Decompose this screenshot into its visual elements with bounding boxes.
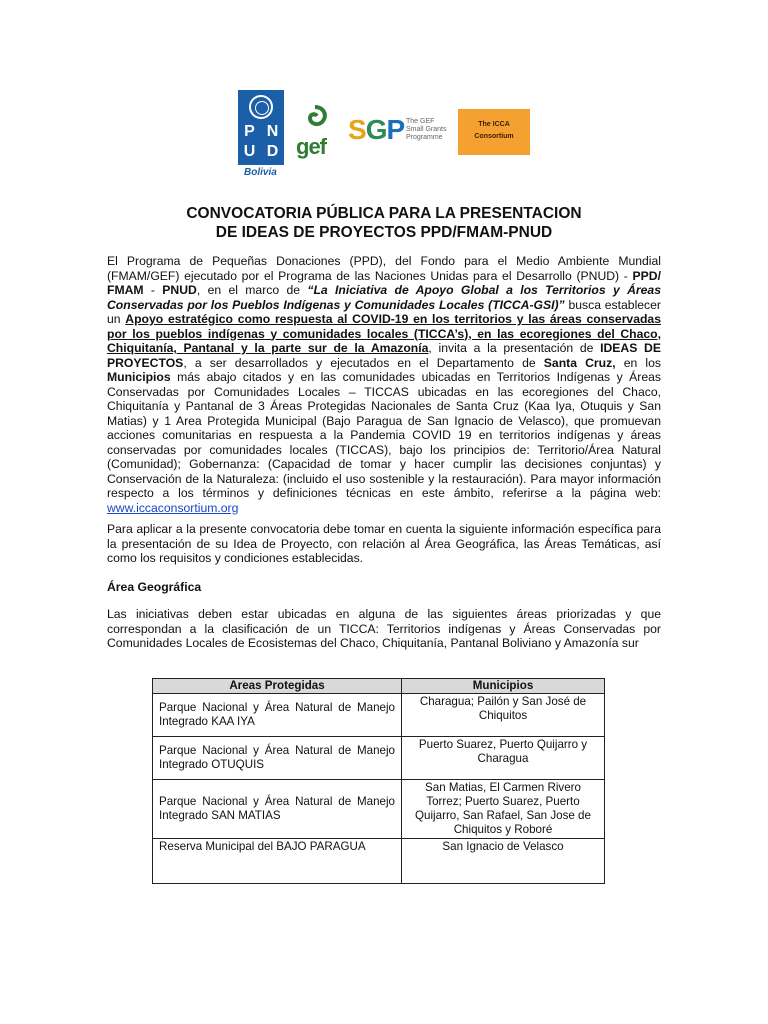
gef-swirl-icon [300,104,330,134]
header-areas: Areas Protegidas [153,679,402,694]
area-cell: Parque Nacional y Área Natural de Manejo Integrado SAN MATIAS [153,780,402,839]
area-cell: Parque Nacional y Área Natural de Manejo Integrado KAA IYA [153,694,402,737]
table-row [153,839,605,884]
undp-letters: P N U D [243,123,279,160]
protected-areas-table [152,678,605,884]
icca-website-link[interactable]: www.iccaconsortium.org [107,500,239,515]
intro-paragraph: El Programa de Pequeñas Donaciones (PPD), del Fondo para el Medio Ambiente Mundial (FMAM/GEF) ejecutado por el Programa de las Naciones Unidas para el Desarrollo (PNUD) - PPD/ FMAM - PNUD, en el marco de “La Iniciativa de Apoyo Global a los Territorios y Áreas Conservadas por los Pueblos Indígenas y Comunidades Locales (TICCA-GSI)” busca establecer un Apoyo estratégico como respuesta al COVID-19 en los territorios y las áreas conservadas por los pueblos indígenas y comunidades locales (TICCA’s), en las ecoregiones del Chaco, Chiquitanía, Pantanal y la parte sur de la Amazonía, invita a la presentación de IDEAS DE PROYECTOS, a ser desarrollados y ejecutados en el Departamento de Santa Cruz, en los Municipios más abajo citados y en las comunidades ubicadas en Territorios Indígenas y Áreas Conservadas por Comunidades Locales – TICCAS ubicadas en las ecoregiones del Chaco, Chiquitanía y Pantanal de 3 Áreas Protegidas Nacionales de Santa Cruz (Kaa Iya, Otuquis y San Matias) y 1 Area Protegida Municipal (Bajo Paragua de San Ignacio de Velasco), que promuevan acciones comunitarias en respuesta a la Pandemia COVID 19 en territorios indígenas y áreas conservadas por comunidades locales (TICCAS), bajo los principios de: Territorio/Área Natural (Comunidad); Gobernanza: (Capacidad de tomar y hacer cumplir las decisiones conjuntas) y Conservación de la Naturaleza: (incluido el uso sostenible y la restauración). Para mayor información respecto a los términos y definiciones técnicas en este ámbito, referirse a la página web: www.iccaconsortium.org [107,254,661,515]
gef-logo: gef [290,104,340,166]
sgp-wordmark: SGP [348,114,405,145]
page-title: CONVOCATORIA PÚBLICA PARA LA PRESENTACION DE IDEAS DE PROYECTOS PPD/FMAM-PNUD [186,205,582,241]
municipios-cell: San Matias, El Carmen Rivero Torrez; Puerto Suarez, Puerto Quijarro, San Rafael, San Jose de Chiquitos y Roboré [402,780,605,839]
table-row [153,694,605,737]
sgp-subtitle: The GEF Small Grants Programme [406,118,447,141]
undp-country: Bolivia [244,167,277,178]
header-municipios: Municipios [402,679,605,694]
area-cell: Parque Nacional y Área Natural de Manejo Integrado OTUQUIS [153,737,402,780]
municipios-cell: Puerto Suarez, Puerto Quijarro y Charagua [402,737,605,780]
municipios-cell: Charagua; Pailón y San José de Chiquitos [402,694,605,737]
table-row [153,780,605,839]
area-cell: Reserva Municipal del BAJO PARAGUA [153,839,402,884]
apply-paragraph: Para aplicar a la presente convocatoria debe tomar en cuenta la siguiente información específica para la presentación de su Idea de Proyecto, con relación al Área Geográfica, las Áreas Temáticas, así como los requisitos y condiciones establecidas. [107,522,661,565]
section-heading: Área Geográfica [107,580,202,594]
sgp-logo [348,114,452,154]
municipios-cell: San Ignacio de Velasco [402,839,605,884]
un-emblem-icon [249,95,273,119]
logo-bar [238,88,538,180]
area-paragraph: Las iniciativas deben estar ubicadas en alguna de las siguientes áreas priorizadas y que correspondan a la clasificación de un TICCA: Territorios indígenas y Áreas Conservadas por Comunidades Locales de Ecosistemas del Chaco, Chiquitanía, Pantanal Boliviano y Amazonía sur [107,607,661,650]
icca-consortium-logo: The ICCA Consortium [458,109,530,155]
undp-logo [238,90,284,165]
table-header-row [153,679,605,694]
table-row [153,737,605,780]
